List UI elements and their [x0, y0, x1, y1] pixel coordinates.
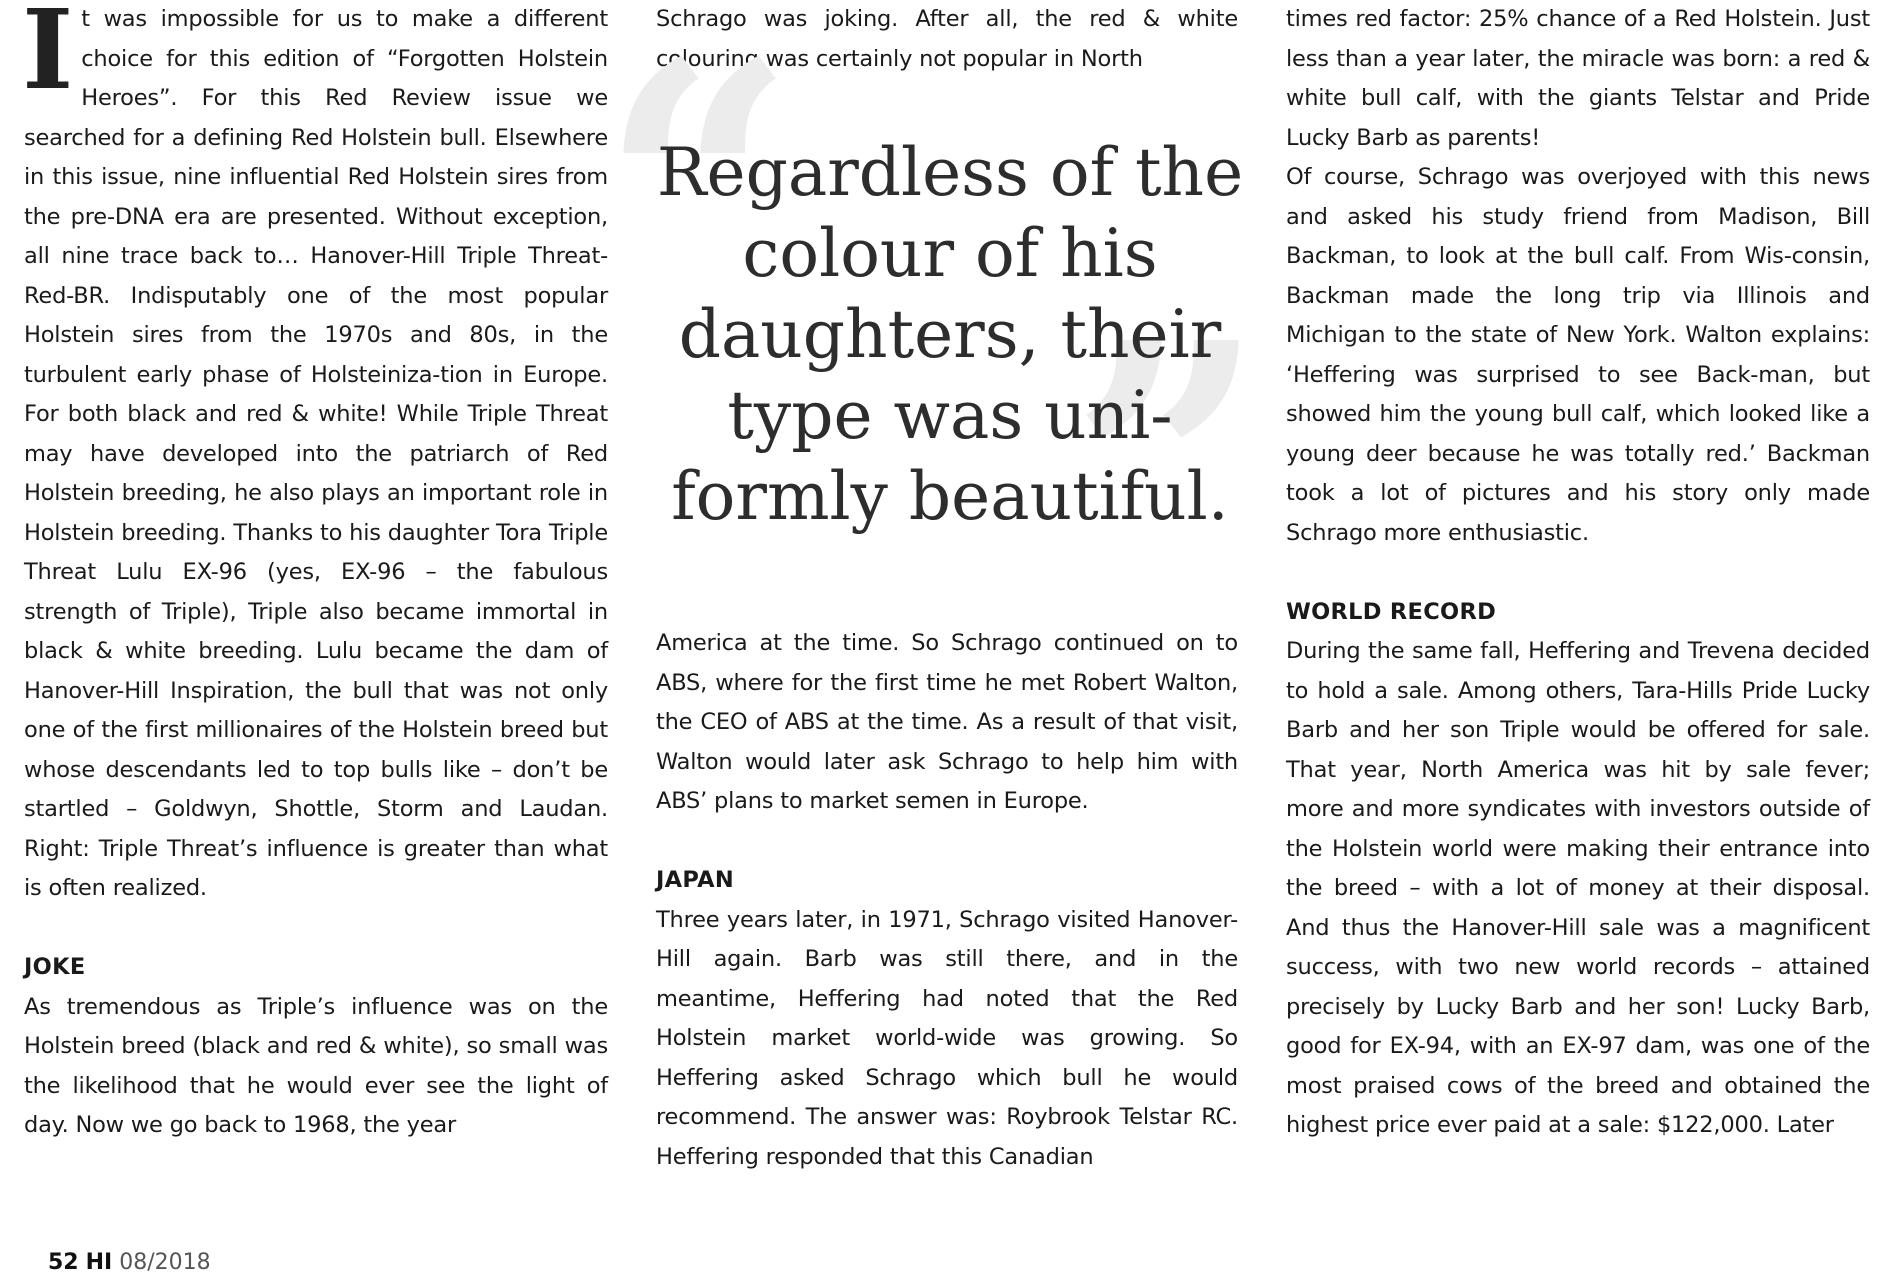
section-heading-world-record: WORLD RECORD	[1286, 598, 1497, 625]
pull-quote-block	[600, 0, 1290, 669]
open-quote-icon: “	[600, 0, 796, 389]
japan-paragraph: Three years later, in 1971, Schrago visited Hanover-Hill again. Barb was still there, and in the meantime, Heffering had noted that the Red Holstein market world-wide was growing. So Heffering asked Schrago which bull he would recommend. The answer was: Roybrook Telstar RC. Heffering responded that this Canadian	[656, 906, 1238, 1170]
section-heading-joke: JOKE	[24, 954, 86, 980]
intro-paragraph: t was impossible for us to make a different choice for this edition of “Forgotten Holstein Heroes”. For this Red Review issue we searched for a defining Red Holstein bull. Elsewhere in this issue, nine influential Red Holstein sires from the pre-DNA era are presented. Without exception, all nine trace back to… Hanover-Hill Triple Threat-Red-BR. Indisputably one of the most popular Holstein sires from the 1970s and 80s, in the turbulent early phase of Holsteiniza-tion in Europe. For both black and red & white! While Triple Threat may have developed into the patriarch of Red Holstein breeding, he also plays an important role in Holstein breeding. Thanks to his daughter Tora Triple Threat Lulu EX-96 (yes, EX-96 – the fabulous strength of Triple), Triple also became immortal in black & white breeding. Lulu became the dam of Hanover-Hill Inspiration, the bull that was not only one of the first millionaires of the Holstein breed but whose descendants led to top bulls like – don’t be startled – Goldwyn, Shottle, Storm and Laudan. Right: Triple Threat’s influence is greater than what is often realized.	[24, 6, 608, 901]
article-column-3	[1286, 0, 1870, 1146]
backman-paragraph: Of course, Schrago was overjoyed with this news and asked his study friend from Madison, Bill Backman, to look at the bull calf. From Wis-consin, Backman made the long trip via Illinois and Michigan to the state of New York. Walton explains: ‘Heffering was surprised to see Back-man, but showed him the young bull calf, which looked like a young deer because he was totally red.’ Backman took a lot of pictures and his story only made Schrago more enthusiastic.	[1286, 164, 1870, 546]
page-footer	[48, 1250, 211, 1275]
close-quote-icon: ”	[1070, 270, 1266, 669]
magazine-name: HI	[85, 1250, 113, 1275]
continued-paragraph: Schrago was joking. After all, the red & white colouring was certainly not popular in North	[656, 6, 1238, 72]
page-number: 52	[48, 1250, 79, 1275]
article-column-2-lower	[656, 624, 1238, 1177]
pull-quote: Regardless of the colour of his daughters, their type was uni-formly beautiful.	[656, 134, 1244, 535]
section-heading-japan: JAPAN	[656, 867, 734, 893]
joke-paragraph: As tremendous as Triple’s influence was on the Holstein breed (black and red & white), so small was the likelihood that he would ever see the light of day. Now we go back to 1968, the year	[24, 993, 608, 1138]
abs-paragraph: America at the time. So Schrago continued on to ABS, where for the first time he met Robert Walton, the CEO of ABS at the time. As a result of that visit, Walton would later ask Schrago to help him with ABS’ plans to market semen in Europe.	[656, 630, 1238, 814]
article-column-1	[24, 0, 608, 1146]
issue-date: 08/2018	[119, 1250, 211, 1275]
drop-cap: I	[22, 0, 74, 114]
calf-paragraph: times red factor: 25% chance of a Red Holstein. Just less than a year later, the miracle was born: a red & white bull calf, with the giants Telstar and Pride Lucky Barb as parents!	[1286, 6, 1870, 151]
sale-paragraph: During the same fall, Heffering and Trevena decided to hold a sale. Among others, Tara-Hills Pride Lucky Barb and her son Triple would be offered for sale. That year, North America was hit by sale fever; more and more syndicates with investors outside of the Holstein world were making their entrance into the breed – with a lot of money at their disposal. And thus the Hanover-Hill sale was a magnificent success, with two new world records – attained precisely by Lucky Barb and her son! Lucky Barb, good for EX-94, with an EX-97 dam, was one of the most praised cows of the breed and obtained the highest price ever paid at a sale: $122,000. Later	[1286, 638, 1870, 1138]
